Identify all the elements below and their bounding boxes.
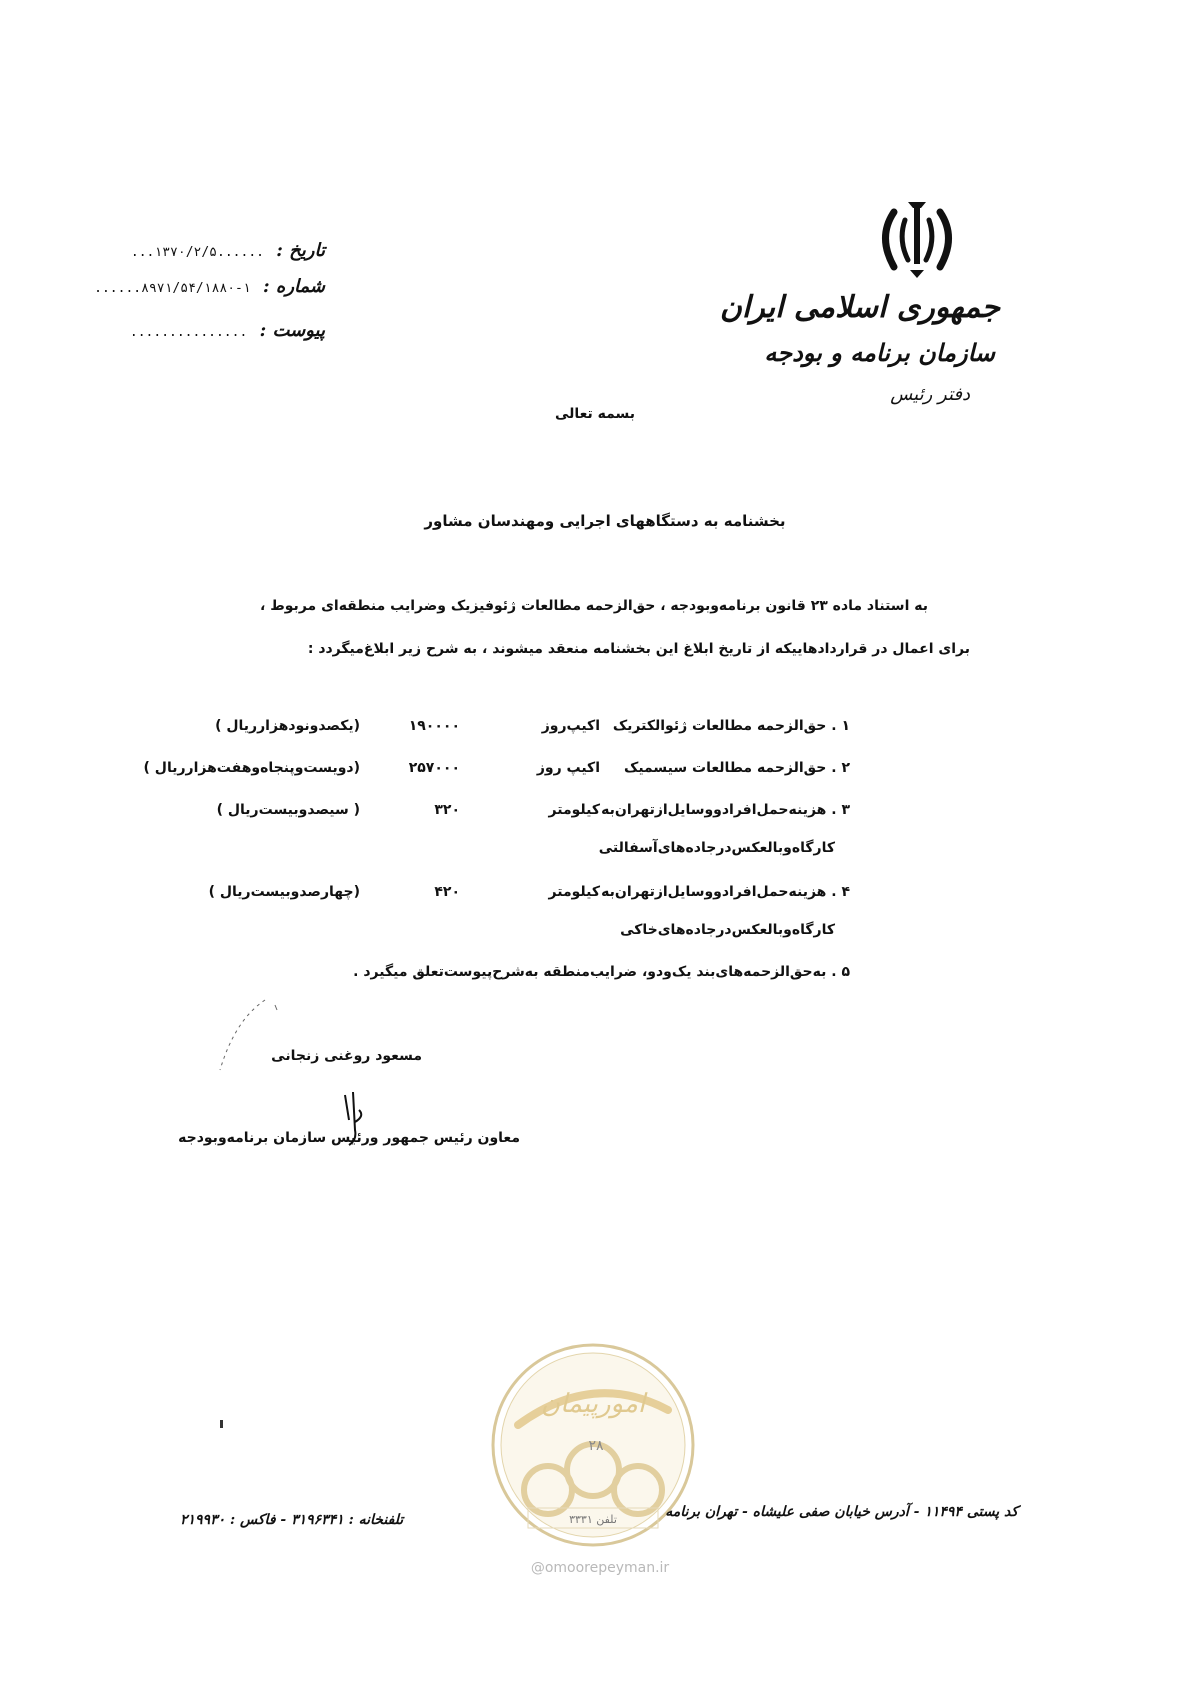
- item-4-unit: کیلومتر: [548, 884, 600, 900]
- item-3-description: ۳ . هزینه‌حمل‌افرادووسایل‌ازتهران‌به: [601, 802, 850, 818]
- intro-line-2: برای اعمال در قراردادهاییکه از تاریخ ابلاغ این بخشنامه منعقد میشوند ، به شرح زیر ابلاغ‌میگردد :: [307, 641, 970, 657]
- item-4-amount-words: (چهارصدوبیست‌ریال ): [208, 884, 360, 900]
- date-value: ......۱۳۷۰/۲/۵...: [130, 245, 264, 260]
- footer-address: کد پستی ۱۱۴۹۴ - آدرس خیابان صفی علیشاه - تهران برنامه: [665, 1504, 1018, 1520]
- number-field: [94, 276, 325, 297]
- item-2-amount: ۲۵۷۰۰۰: [408, 760, 460, 776]
- watermark-number: ۲۸: [588, 1438, 604, 1454]
- watermark-brand: امورپیمان: [540, 1389, 646, 1419]
- item-3-continuation: کارگاه‌وبالعکس‌درجاده‌های‌آسفالتی: [598, 840, 835, 856]
- signer-name: مسعود روغنی زنجانی: [271, 1048, 422, 1064]
- number-label: شماره :: [262, 276, 325, 297]
- organization-name: سازمان برنامه و بودجه: [764, 338, 995, 367]
- item-1-unit: اکیپ‌روز: [541, 718, 600, 734]
- attachment-value: ...............: [129, 325, 248, 340]
- item-4-continuation: کارگاه‌وبالعکس‌درجاده‌های‌خاکی: [620, 922, 835, 938]
- item-1-description: ۱ . حق‌الزحمه مطالعات ژئوالکتریک: [612, 718, 850, 734]
- republic-name: جمهوری اسلامی ایران: [719, 290, 1000, 325]
- item-2-amount-words: (دویست‌وپنجاه‌وهفت‌هزارریال ): [143, 760, 360, 776]
- circular-title: بخشنامه به دستگاههای اجرایی ومهندسان مشاور: [424, 512, 786, 530]
- item-3-unit: کیلومتر: [548, 802, 600, 818]
- watermark-site: @omoorepeyman.ir: [530, 1560, 670, 1576]
- attachment-field: [130, 320, 325, 341]
- item-4-amount: ۴۲۰: [434, 884, 460, 900]
- item-1-amount-words: (یکصدونودهزارریال ): [215, 718, 360, 734]
- footer-phone: تلفنخانه : ۳۱۹۶۳۴۱ - فاکس : ۲۱۹۹۳۰: [180, 1512, 404, 1528]
- office-name: دفتر رئیس: [890, 384, 970, 405]
- watermark-phone: تلفن ۳۳۳۱: [569, 1513, 617, 1526]
- date-label: تاریخ :: [276, 240, 325, 261]
- item-1-amount: ۱۹۰۰۰۰: [408, 718, 460, 734]
- ink-speck: [220, 1420, 223, 1428]
- item-5-text: ۵ . به‌حق‌الزحمه‌های‌بند یک‌ودو، ضرایب‌منطقه به‌شرح‌پیوست‌تعلق میگیرد .: [353, 964, 850, 980]
- bismillah-heading: بسمه تعالی: [554, 406, 636, 422]
- attachment-label: پیوست :: [259, 320, 325, 341]
- number-value: ۱-۸۹۷۱/۵۴/۱۸۸۰......: [94, 281, 251, 296]
- signature-flourish: [205, 990, 285, 1080]
- item-2-unit: اکیپ روز: [536, 760, 600, 776]
- item-4-description: ۴ . هزینه‌حمل‌افرادووسایل‌ازتهران‌به: [601, 884, 850, 900]
- emblem-logo: [872, 192, 962, 282]
- intro-line-1: به استناد ماده ۲۳ قانون برنامه‌وبودجه ، حق‌الزحمه مطالعات ژئوفیزیک وضرایب منطقه‌ای مربوط ،: [260, 598, 928, 614]
- item-3-amount: ۳۲۰: [434, 802, 460, 818]
- signer-position: معاون رئیس جمهور ورئیس سازمان برنامه‌وبودجه: [178, 1130, 520, 1146]
- item-3-amount-words: ( سیصدوبیست‌ریال ): [216, 802, 360, 818]
- date-field: [131, 240, 325, 261]
- item-2-description: ۲ . حق‌الزحمه مطالعات سیسمیک: [623, 760, 850, 776]
